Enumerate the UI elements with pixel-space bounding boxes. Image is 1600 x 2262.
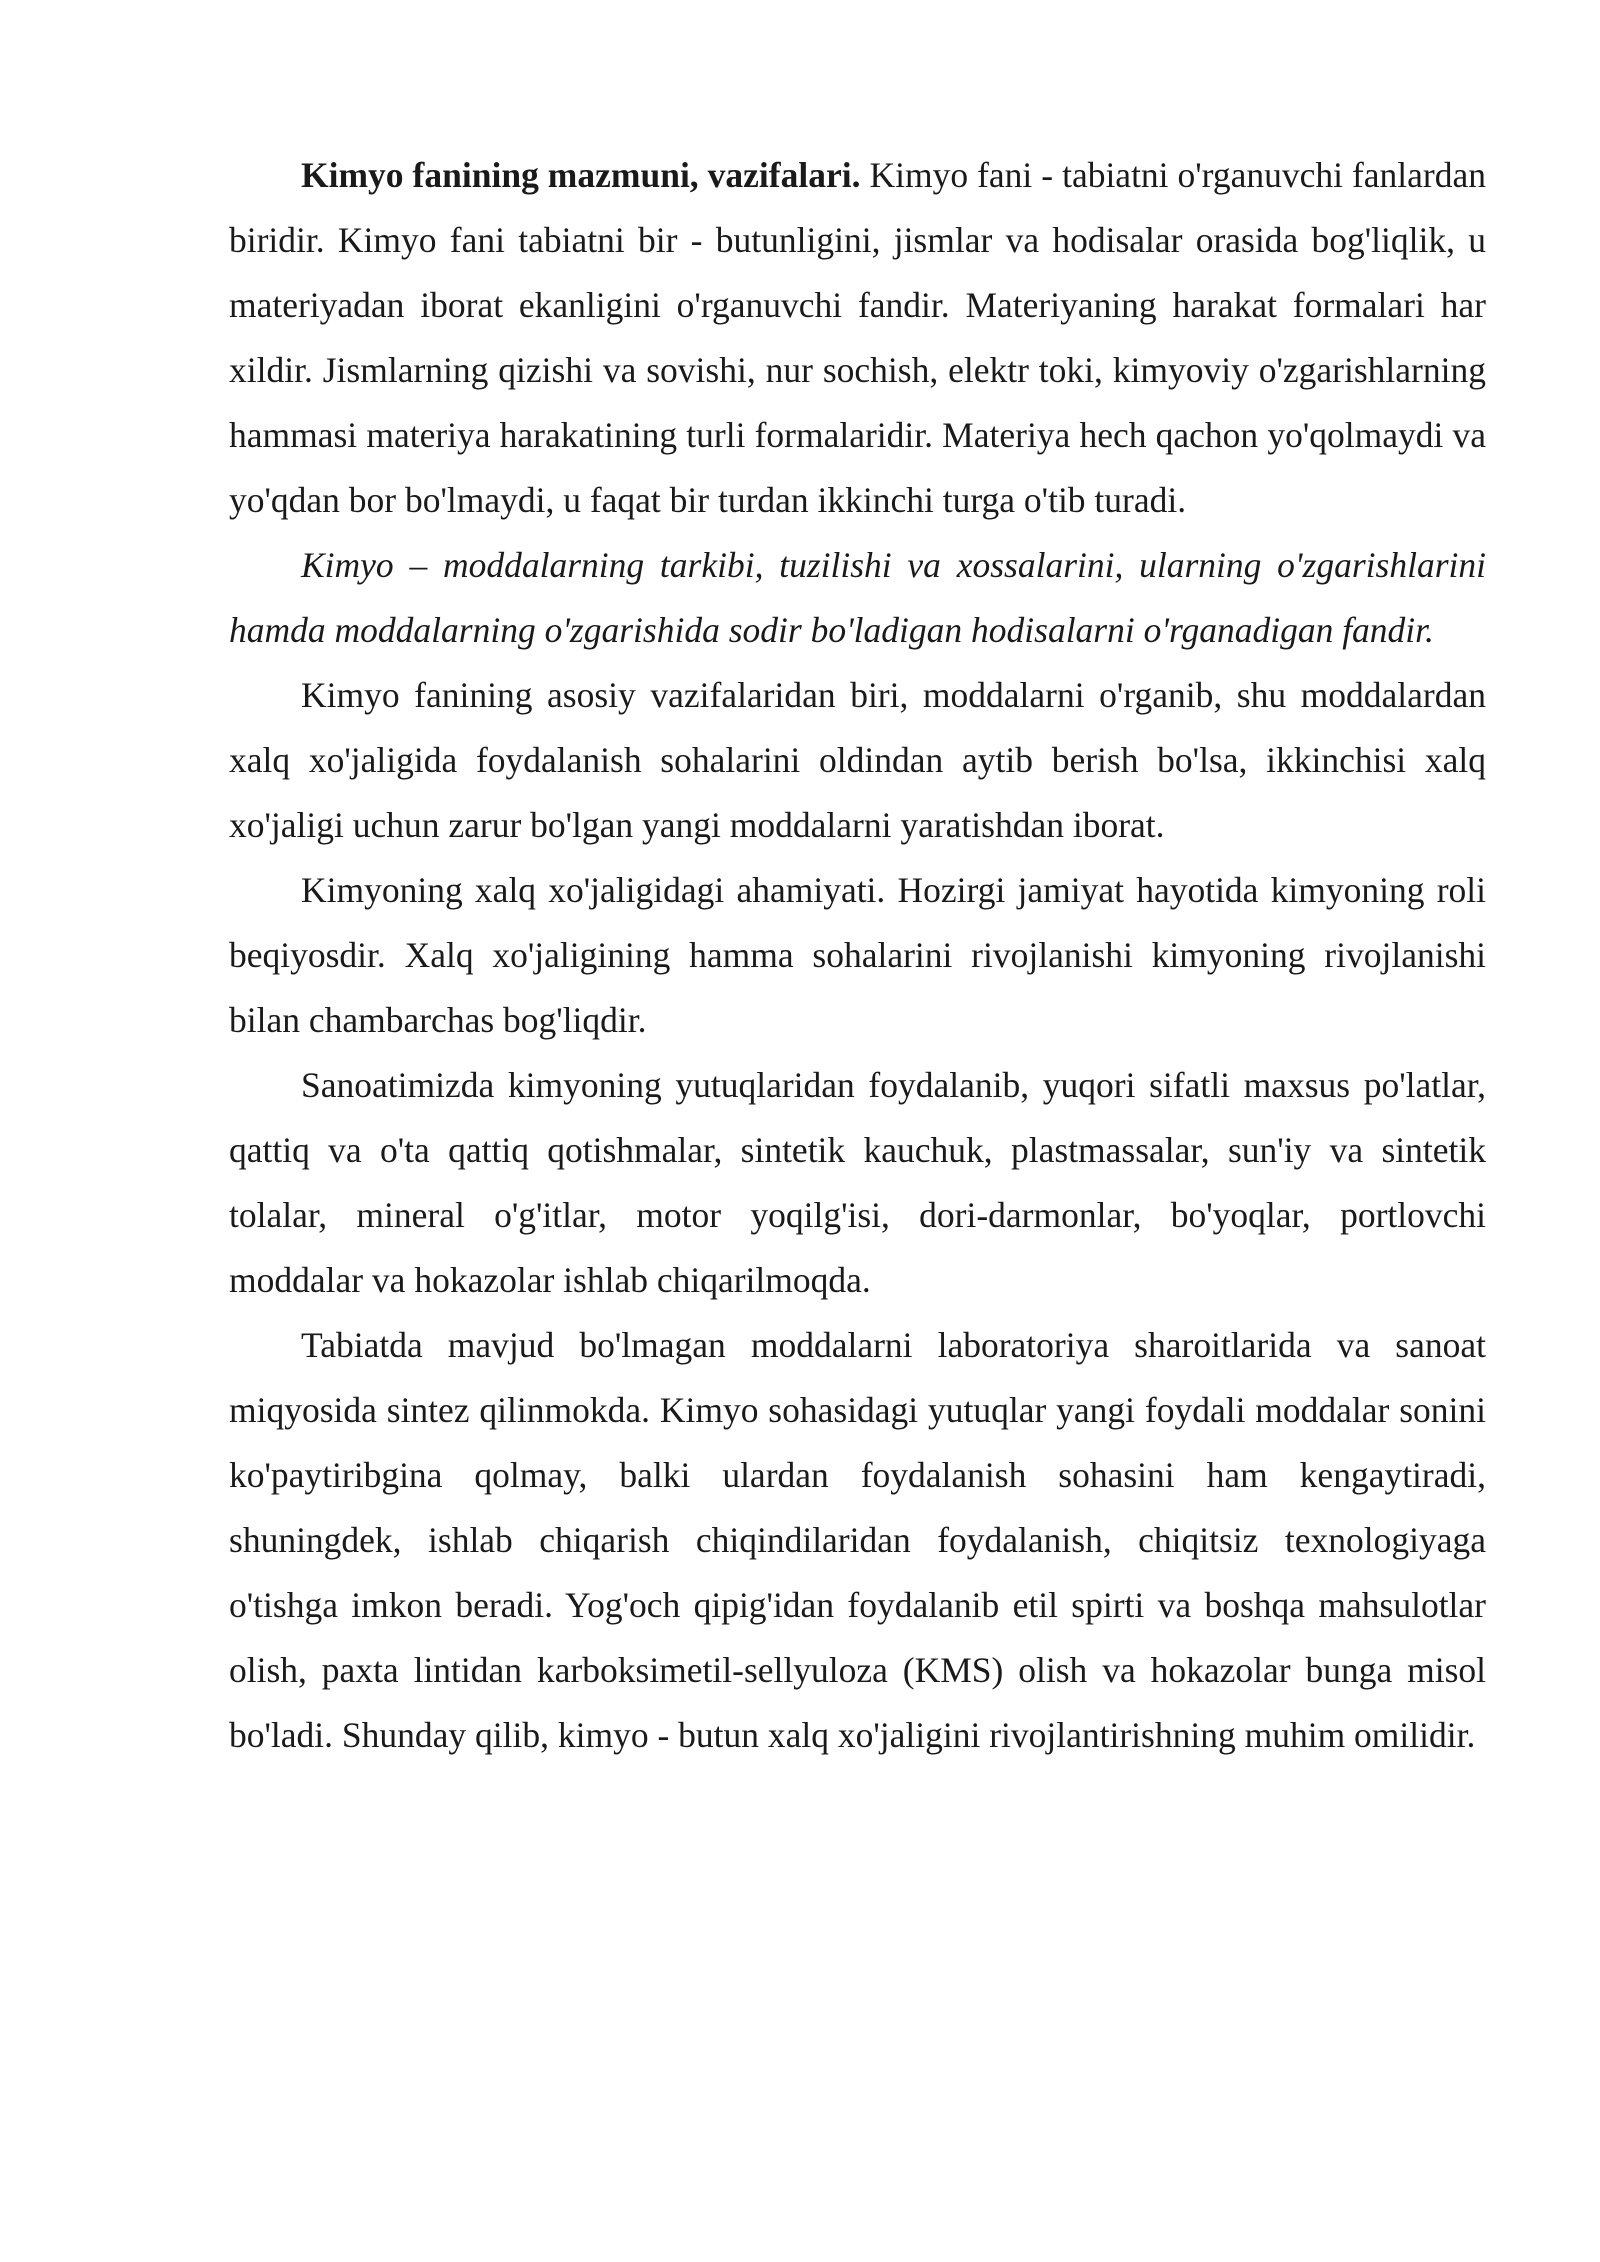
paragraph-4: Kimyoning xalq xo'jaligidagi ahamiyati. Hozirgi jamiyat hayotida kimyoning roli beqiyosdir. Xalq xo'jaligining hamma sohalarini rivojlanishi kimyoning rivojlanishi bilan chambarchas bog'liqdir. (229, 870, 1486, 1040)
document-body (229, 143, 1486, 1768)
paragraph-6: Tabiatda mavjud bo'lmagan moddalarni laboratoriya sharoitlarida va sanoat miqyosida sintez qilinmokda. Kimyo sohasidagi yutuqlar yangi foydali moddalar sonini ko'paytiribgina qolmay, balki ulardan foydalanish sohasini ham kengaytiradi, shuningdek, ishlab chiqarish chiqindilaridan foydalanish, chiqitsiz texnologiyaga o'tishga imkon beradi. Yog'och qipig'idan foydalanib etil spirti va boshqa mahsulotlar olish, paxta lintidan karboksimetil-sellyuloza (KMS) olish va hokazolar bunga misol bo'ladi. Shunday qilib, kimyo - butun xalq xo'jaligini rivojlantirishning muhim omilidir. (229, 1325, 1486, 1755)
paragraph-3: Kimyo fanining asosiy vazifalaridan biri, moddalarni o'rganib, shu moddalardan xalq xo'jaligida foydalanish sohalarini oldindan aytib berish bo'lsa, ikkinchisi xalq xo'jaligi uchun zarur bo'lgan yangi moddalarni yaratishdan iborat. (229, 675, 1486, 845)
paragraph-1-text: Kimyo fani - tabiatni o'rganuvchi fanlardan biridir. Kimyo fani tabiatni bir - butunligini, jismlar va hodisalar orasida bog'liqlik, u materiyadan iborat ekanligini o'rganuvchi fandir. Materiyaning harakat formalari har xildir. Jismlarning qizishi va sovishi, nur sochish, elektr toki, kimyoviy o'zgarishlarning hammasi materiya harakatining turli formalaridir. Materiya hech qachon yo'qolmaydi va yo'qdan bor bo'lmaydi, u faqat bir turdan ikkinchi turga o'tib turadi. (229, 155, 1487, 520)
paragraph-1 (229, 143, 1486, 533)
paragraph-5: Sanoatimizda kimyoning yutuqlaridan foydalanib, yuqori sifatli maxsus po'latlar, qattiq va o'ta qattiq qotishmalar, sintetik kauchuk, plastmassalar, sun'iy va sintetik tolalar, mineral o'g'itlar, motor yoqilg'isi, dori-darmonlar, bo'yoqlar, portlovchi moddalar va hokazolar ishlab chiqarilmoqda. (229, 1065, 1486, 1300)
definition-paragraph: Kimyo – moddalarning tarkibi, tuzilishi va xossalarini, ularning o'zgarishlarini hamda moddalarning o'zgarishida sodir bo'ladigan hodisalarni o'rganadigan fandir. (229, 545, 1486, 650)
section-heading: Kimyo fanining mazmuni, vazifalari. (301, 155, 861, 195)
